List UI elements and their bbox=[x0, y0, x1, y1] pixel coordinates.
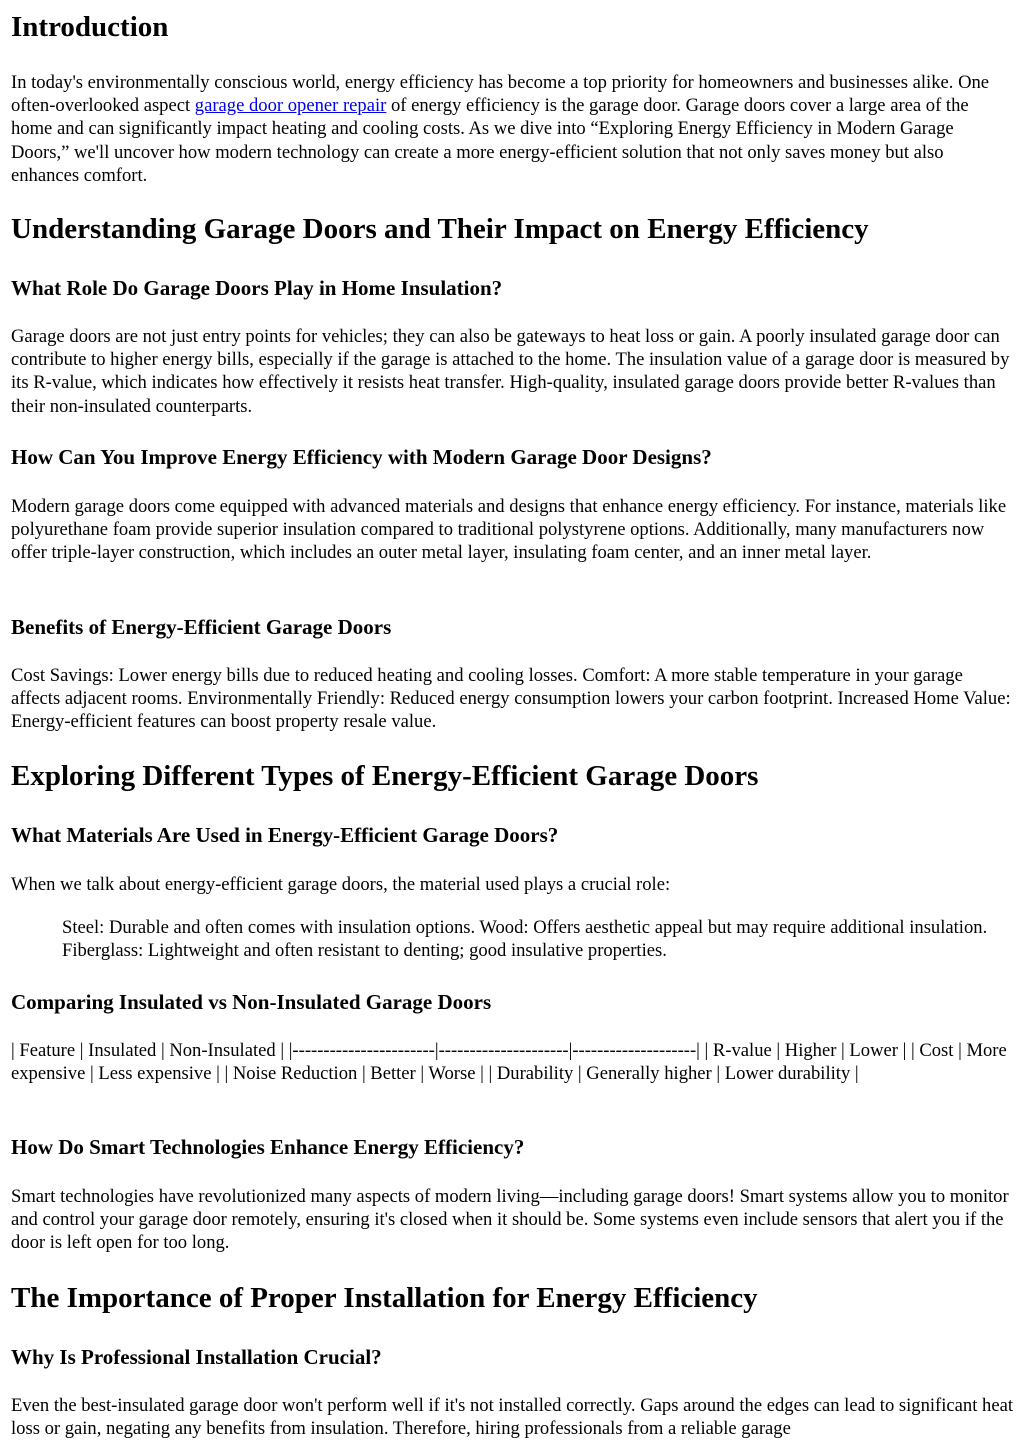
installation-heading: The Importance of Proper Installation for Energy Efficiency bbox=[11, 1282, 758, 1314]
understanding-heading: Understanding Garage Doors and Their Impact on Energy Efficiency bbox=[11, 213, 869, 245]
role-heading: What Role Do Garage Doors Play in Home Insulation? bbox=[11, 276, 503, 300]
benefits-heading: Benefits of Energy-Efficient Garage Doors bbox=[11, 615, 392, 639]
why-paragraph: Even the best-insulated garage door won't perform well if it's not installed correctly. Gaps around the edges can lead to significant heat loss or gain, negating any benefits from insulation. Therefore, hiring professionals from a reliable garage bbox=[11, 1395, 1014, 1440]
comparing-table-text: | Feature | Insulated | Non-Insulated | |-----------------------|---------------------|--------------------| | R-value | Higher | Lower | | Cost | More expensive | Less expensive | | Noise Reduction | Better | Worse | | Durability | Generally higher | Lower durability | bbox=[11, 1040, 1007, 1085]
intro-text-after: of energy efficiency is the garage door. Garage doors cover a large area of the home and can significantly impact heating and cooling costs. As we dive into “Exploring Energy Efficiency in Modern Garage Doors,” we'll uncover how modern technology can create a more energy-efficient solution that not only saves money but also enhances comfort. bbox=[11, 95, 969, 186]
intro-paragraph bbox=[11, 71, 1013, 187]
materials-list: Steel: Durable and often comes with insulation options. Wood: Offers aesthetic appeal but may require additional insulation. Fiberglass: Lightweight and often resistant to denting; good insulative properties. bbox=[62, 917, 988, 962]
intro-text-before: In today's environmentally conscious world, energy efficiency has become a top priority for homeowners and businesses alike. One often-overlooked aspect bbox=[11, 72, 990, 117]
role-paragraph: Garage doors are not just entry points for vehicles; they can also be gateways to heat loss or gain. A poorly insulated garage door can contribute to higher energy bills, especially if the garage is attached to the home. The insulation value of a garage door is measured by its R-value, which indicates how effectively it resists heat transfer. High-quality, insulated garage doors provide better R-values than their non-insulated counterparts. bbox=[11, 326, 1010, 417]
improve-heading: How Can You Improve Energy Efficiency with Modern Garage Door Designs? bbox=[11, 445, 712, 469]
intro-heading: Introduction bbox=[11, 11, 169, 43]
types-heading: Exploring Different Types of Energy-Efficient Garage Doors bbox=[11, 760, 759, 792]
smart-heading: How Do Smart Technologies Enhance Energy Efficiency? bbox=[11, 1135, 525, 1159]
materials-heading: What Materials Are Used in Energy-Efficient Garage Doors? bbox=[11, 823, 559, 847]
comparing-heading: Comparing Insulated vs Non-Insulated Garage Doors bbox=[11, 990, 492, 1014]
benefits-paragraph: Cost Savings: Lower energy bills due to reduced heating and cooling losses. Comfort: A more stable temperature in your garage affects adjacent rooms. Environmentally Friendly: Reduced energy consumption lowers your carbon footprint. Increased Home Value: Energy-efficient features can boost property resale value. bbox=[11, 665, 1011, 733]
garage-door-opener-repair-link[interactable]: garage door opener repair bbox=[194, 95, 387, 117]
materials-paragraph: When we talk about energy-efficient garage doors, the material used plays a crucial role: bbox=[11, 874, 671, 895]
improve-paragraph: Modern garage doors come equipped with advanced materials and designs that enhance energy efficiency. For instance, materials like polyurethane foam provide superior insulation compared to traditional polystyrene options. Additionally, many manufacturers now offer triple-layer construction, which includes an outer metal layer, insulating foam center, and an inner metal layer. bbox=[11, 496, 1007, 564]
smart-paragraph: Smart technologies have revolutionized many aspects of modern living—including garage doors! Smart systems allow you to monitor and control your garage door remotely, ensuring it's closed when it should be. Some systems even include sensors that alert you if the door is left open for too long. bbox=[11, 1186, 1009, 1254]
why-heading: Why Is Professional Installation Crucial? bbox=[11, 1345, 382, 1369]
